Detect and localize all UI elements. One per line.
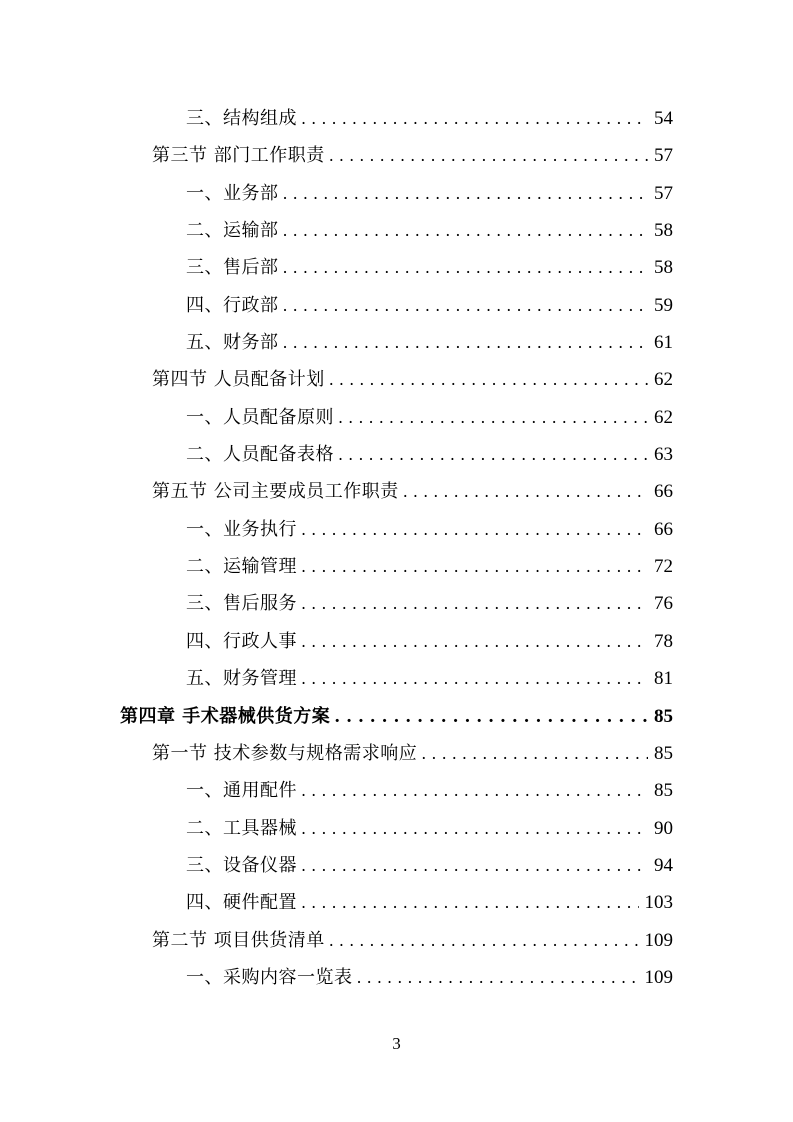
toc-dot-leader: [301, 668, 648, 690]
toc-entry-page: 109: [644, 966, 673, 988]
toc-dot-leader: [301, 519, 648, 541]
toc-entry-page: 72: [654, 556, 673, 578]
toc-entry-title: 二、运输部: [186, 220, 279, 242]
toc-entry-page: 103: [644, 892, 673, 914]
toc-entry[interactable]: [0, 361, 793, 398]
toc-entry[interactable]: [0, 772, 793, 809]
toc-dot-leader: [301, 892, 639, 914]
toc-entry-page: 66: [654, 518, 673, 540]
toc-dot-leader: [301, 818, 648, 840]
toc-entry-title: 一、采购内容一览表: [186, 966, 353, 988]
toc-dot-leader: [301, 556, 648, 578]
toc-entry-title: 二、人员配备表格: [186, 444, 334, 466]
toc-dot-leader: [334, 706, 648, 728]
page-number: 3: [392, 1034, 401, 1053]
toc-entry[interactable]: [0, 324, 793, 361]
toc-entry-page: 58: [654, 220, 673, 242]
toc-entry-title: 二、工具器械: [186, 817, 297, 839]
toc-dot-leader: [301, 108, 648, 130]
toc-dot-leader: [301, 855, 648, 877]
toc-entry-title: 第三节 部门工作职责: [152, 145, 325, 167]
toc-entry-title: 四、行政人事: [186, 630, 297, 652]
toc-entry-page: 57: [654, 145, 673, 167]
toc-entry-page: 81: [654, 668, 673, 690]
toc-entry[interactable]: [0, 175, 793, 212]
toc-dot-leader: [301, 631, 648, 653]
toc-entry[interactable]: [0, 585, 793, 622]
toc-entry[interactable]: [0, 847, 793, 884]
toc-dot-leader: [283, 295, 649, 317]
toc-dot-leader: [301, 780, 648, 802]
toc-entry[interactable]: [0, 735, 793, 772]
toc-entry-title: 第一节 技术参数与规格需求响应: [152, 742, 418, 764]
toc-entry-page: 63: [654, 444, 673, 466]
toc-entry-page: 85: [654, 705, 673, 727]
toc-dot-leader: [338, 444, 648, 466]
toc-entry[interactable]: [0, 548, 793, 585]
toc-entry-page: 54: [654, 108, 673, 129]
toc-dot-leader: [338, 407, 648, 429]
toc-entry-title: 一、业务部: [186, 182, 279, 204]
toc-dot-leader: [329, 369, 648, 391]
toc-entry-page: 62: [654, 369, 673, 391]
toc-entry-page: 90: [654, 817, 673, 839]
toc-entry[interactable]: [0, 100, 793, 137]
toc-dot-leader: [283, 332, 649, 354]
toc-entry-page: 109: [644, 929, 673, 951]
toc-entry-title: 五、财务部: [186, 332, 279, 354]
toc-entry-page: 62: [654, 406, 673, 428]
toc-entry-page: 85: [654, 742, 673, 764]
toc-entry-title: 三、售后服务: [186, 593, 297, 615]
toc-entry-page: 61: [654, 332, 673, 354]
toc-entry[interactable]: [0, 399, 793, 436]
toc-entry-title: 四、行政部: [186, 294, 279, 316]
toc-dot-leader: [329, 930, 639, 952]
toc-entry[interactable]: [0, 137, 793, 174]
toc-entry[interactable]: [0, 884, 793, 921]
toc-entry-title: 三、设备仪器: [186, 854, 297, 876]
toc-entry-title: 一、通用配件: [186, 780, 297, 802]
toc-dot-leader: [283, 220, 649, 242]
toc-entry-title: 三、结构组成: [186, 108, 297, 129]
toc-entry-page: 59: [654, 294, 673, 316]
toc-entry[interactable]: [0, 511, 793, 548]
toc-entry[interactable]: [0, 810, 793, 847]
toc-entry[interactable]: [0, 249, 793, 286]
toc-entry[interactable]: [0, 212, 793, 249]
toc-entry-page: 85: [654, 780, 673, 802]
toc-dot-leader: [283, 257, 649, 279]
toc-entry[interactable]: [0, 922, 793, 959]
toc-chapter-entry[interactable]: [0, 698, 793, 735]
toc-entry-title: 第四节 人员配备计划: [152, 369, 325, 391]
toc-entry[interactable]: [0, 473, 793, 510]
toc-entry-title: 四、硬件配置: [186, 892, 297, 914]
toc-entry-page: 57: [654, 182, 673, 204]
toc-entry[interactable]: [0, 436, 793, 473]
toc-dot-leader: [283, 183, 649, 205]
toc-entry-title: 一、业务执行: [186, 518, 297, 540]
toc-entry[interactable]: [0, 660, 793, 697]
toc-dot-leader: [329, 145, 648, 167]
toc-entry-page: 94: [654, 854, 673, 876]
toc-entry-page: 76: [654, 593, 673, 615]
toc-entry-title: 第五节 公司主要成员工作职责: [152, 481, 399, 503]
toc-entry-page: 78: [654, 630, 673, 652]
toc-dot-leader: [421, 743, 648, 765]
toc-entry[interactable]: [0, 287, 793, 324]
toc-entry-page: 58: [654, 257, 673, 279]
toc-entry[interactable]: [0, 623, 793, 660]
toc-entry-title: 三、售后部: [186, 257, 279, 279]
toc-entry[interactable]: [0, 959, 793, 996]
toc-entry-title: 五、财务管理: [186, 668, 297, 690]
toc-entry-title: 第二节 项目供货清单: [152, 929, 325, 951]
table-of-contents: [0, 100, 793, 996]
toc-dot-leader: [403, 481, 648, 503]
toc-dot-leader: [357, 967, 639, 989]
toc-entry-page: 66: [654, 481, 673, 503]
toc-entry-title: 一、人员配备原则: [186, 406, 334, 428]
toc-dot-leader: [301, 593, 648, 615]
toc-entry-title: 第四章 手术器械供货方案: [120, 705, 331, 727]
toc-entry-title: 二、运输管理: [186, 556, 297, 578]
